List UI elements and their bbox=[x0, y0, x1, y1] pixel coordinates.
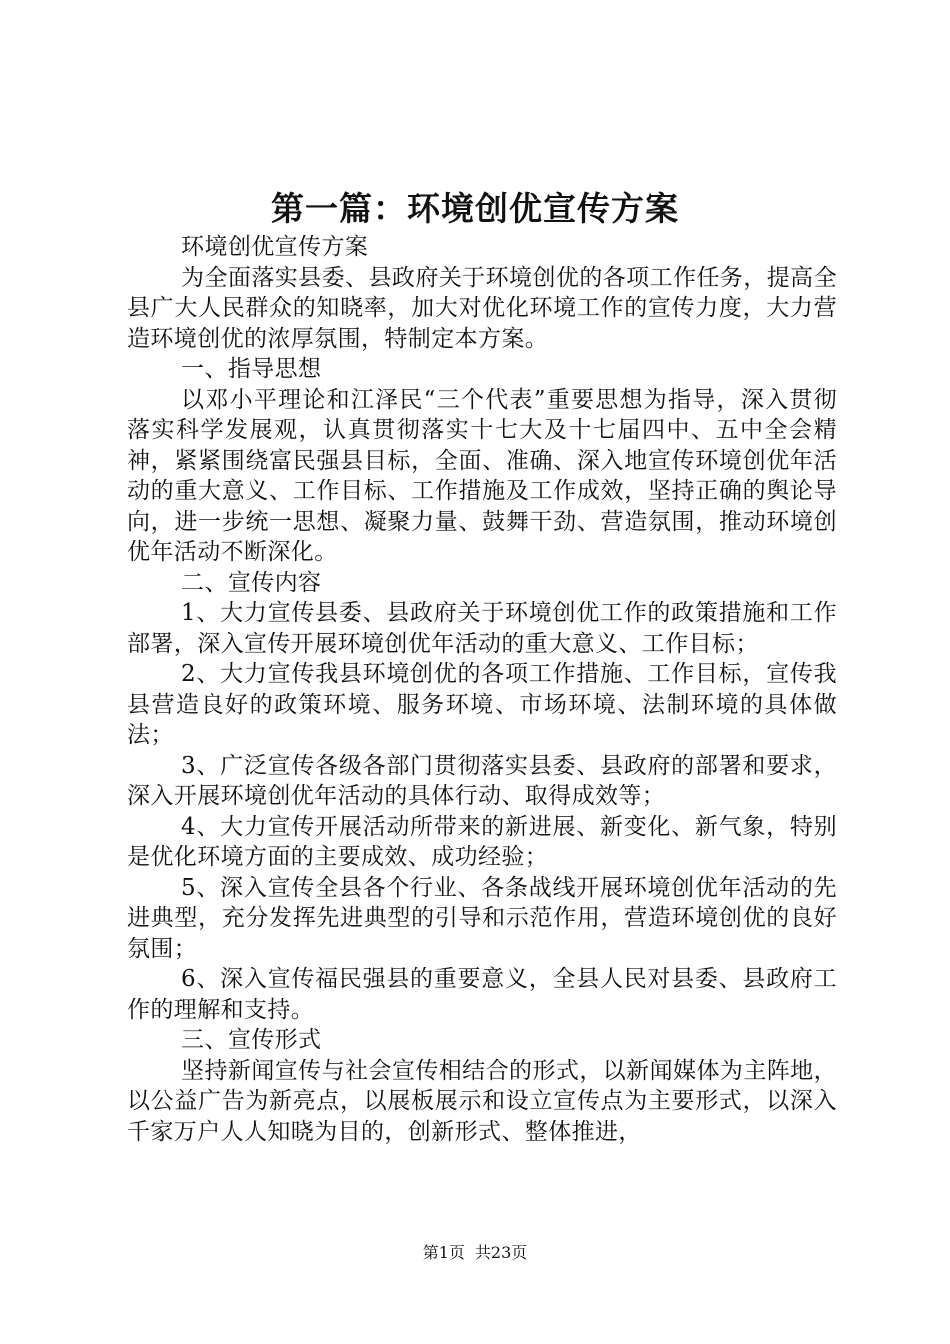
list-item-content-2: 2、大力宣传我县环境创优的各项工作措施、工作目标，宣传我县营造良好的政策环境、服务环境、市场环境、法制环境的具体做法； bbox=[127, 661, 837, 748]
list-item-content-1: 1、大力宣传县委、县政府关于环境创优工作的政策措施和工作部署，深入宣传开展环境创优年活动的重大意义、工作目标； bbox=[127, 600, 837, 657]
section-heading-publicity-content: 二、宣传内容 bbox=[181, 569, 322, 596]
section-heading-guiding-ideology: 一、指导思想 bbox=[181, 356, 322, 382]
list-item-content-4: 4、大力宣传开展活动所带来的新进展、新变化、新气象，特别是优化环境方面的主要成效、成功经验； bbox=[127, 813, 837, 870]
page-footer bbox=[0, 1242, 950, 1264]
list-item-content-3: 3、广泛宣传各级各部门贯彻落实县委、县政府的部署和要求，深入开展环境创优年活动的具体行动、取得成效等； bbox=[127, 752, 837, 809]
paragraph-publicity-forms: 坚持新闻宣传与社会宣传相结合的形式，以新闻媒体为主阵地，以公益广告为新亮点，以展板展示和设立宣传点为主要形式，以深入千家万户人人知晓为目的，创新形式、整体推进， bbox=[127, 1057, 837, 1145]
document-title: 第一篇：环境创优宣传方案 bbox=[271, 189, 679, 228]
document-body bbox=[127, 232, 837, 1147]
paragraph-guiding-ideology: 以邓小平理论和江泽民“三个代表”重要思想为指导，深入贯彻落实科学发展观，认真贯彻落实十七大及十七届四中、五中全会精神，紧紧围绕富民强县目标，全面、准确、深入地宣传环境创优年活动的重大意义、工作目标、工作措施及工作成效，坚持正确的舆论导向，进一步统一思想、凝聚力量、鼓舞干劲、营造氛围，推动环境创优年活动不断深化。 bbox=[127, 386, 837, 565]
page-total: 共23页 bbox=[474, 1243, 528, 1262]
section-heading-publicity-forms: 三、宣传形式 bbox=[181, 1027, 322, 1053]
list-item-content-6: 6、深入宣传福民强县的重要意义，全县人民对县委、县政府工作的理解和支持。 bbox=[127, 966, 837, 1023]
paragraph-subtitle: 环境创优宣传方案 bbox=[181, 234, 369, 260]
list-item-content-5: 5、深入宣传全县各个行业、各条战线开展环境创优年活动的先进典型，充分发挥先进典型的引导和示范作用，营造环境创优的良好氛围； bbox=[127, 874, 837, 962]
paragraph-intro: 为全面落实县委、县政府关于环境创优的各项工作任务，提高全县广大人民群众的知晓率，加大对优化环境工作的宣传力度，大力营造环境创优的浓厚氛围，特制定本方案。 bbox=[127, 264, 837, 352]
page-number: 第1页 bbox=[422, 1243, 465, 1262]
